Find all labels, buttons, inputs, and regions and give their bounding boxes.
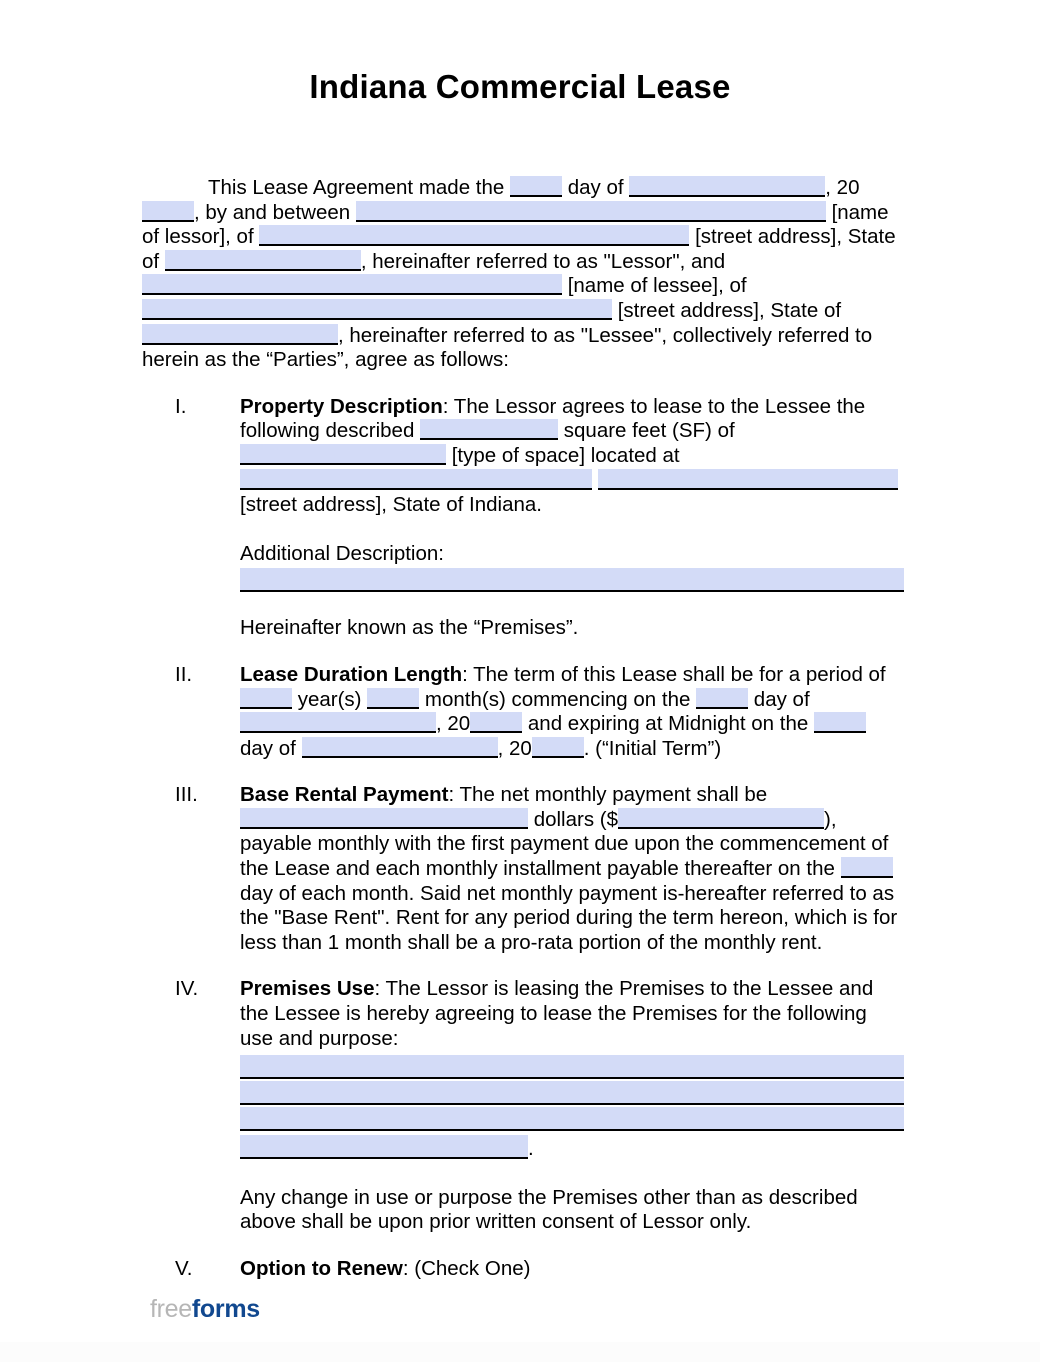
section-2-text-6: and expiring at Midnight on the [527,712,809,736]
section-option-to-renew [142,1257,904,1282]
intro-text-11: , hereinafter referred to as "Lessee", collectively referred to herein as the “Parties”, agree as follows: [142,323,873,372]
section-body-5 [240,1257,904,1282]
section-2-text-1: : The term of this Lease shall be for a period of [462,662,886,686]
section-2-text-5: , 20 [436,712,471,736]
intro-text-1: This Lease Agreement made the [208,176,505,199]
section-heading-4: Premises Use [240,977,375,1001]
section-3-text-1: : The net monthly payment shall be [448,783,768,807]
field-use-line-3[interactable] [240,1107,904,1131]
section-1-text-3: [type of space] located at [451,443,680,467]
premises-note: Hereinafter known as the “Premises”. [240,616,579,640]
section-4-text-1: : The Lessor is leasing the Premises to the Lessee and the Lessee is hereby agreeing to lease the Premises for the following use and purpose: [240,977,874,1050]
section-3-text-2: dollars ($ [533,807,619,831]
field-lessor-name[interactable] [356,201,826,222]
field-commence-day[interactable] [696,688,748,709]
section-heading-2: Lease Duration Length [240,662,463,686]
section-1-text-2: square feet (SF) of [563,419,735,443]
intro-text-7: [street address], State of [142,225,896,273]
section-2-text-2: year(s) [297,687,362,711]
field-rent-words[interactable] [240,808,528,829]
field-expire-month[interactable] [302,737,498,758]
intro-paragraph [142,176,904,373]
additional-description-label: Additional Description: [240,541,444,565]
field-lessor-address[interactable] [259,225,689,246]
section-body-1 [240,395,904,518]
section-body-4 [240,977,904,1051]
field-commence-year[interactable] [470,712,522,733]
premises-use-note: Any change in use or purpose the Premises other than as described above shall be upon prior written consent of Lessor only. [240,1185,858,1234]
field-square-feet[interactable] [420,419,558,440]
field-rent-due-day[interactable] [841,857,893,878]
logo-text-forms: forms [191,1295,260,1323]
intro-text-4: 20 [836,176,860,199]
field-year[interactable] [142,201,194,222]
field-lessee-state[interactable] [142,324,338,345]
field-lessor-state[interactable] [165,250,361,271]
intro-text-3: , [825,176,831,199]
document-body [142,176,904,1282]
premises-use-lines [240,1055,904,1162]
section-2-text-8: , 20 [497,736,532,760]
field-property-address-line2[interactable] [598,469,898,490]
field-use-line-4[interactable] [240,1135,528,1159]
section-base-rental-payment [142,783,904,955]
field-use-line-1[interactable] [240,1055,904,1079]
section-body-3 [240,783,904,955]
field-additional-description[interactable] [240,568,904,592]
field-expire-day[interactable] [814,712,866,733]
field-day[interactable] [510,176,562,197]
logo-text-free: free [150,1295,192,1323]
additional-description-block [240,542,904,593]
section-heading-1: Property Description [240,394,443,418]
field-lessee-name[interactable] [142,274,562,295]
field-month[interactable] [629,176,825,197]
field-term-months[interactable] [367,688,419,709]
field-commence-month[interactable] [240,712,436,733]
section-numeral-4: IV. [175,977,199,1001]
intro-text-2: day of [567,176,624,199]
field-expire-year[interactable] [532,737,584,758]
section-3-text-3: ), payable monthly with the first payment due upon the commencement of the Lease and each monthly installment payable thereafter on the [240,807,889,881]
field-term-years[interactable] [240,688,292,709]
page-bottom-band [0,1342,1040,1362]
section-numeral-2: II. [175,662,193,686]
field-property-address-line1[interactable] [240,469,592,490]
section-lease-duration [142,663,904,761]
field-rent-amount[interactable] [618,808,824,829]
section-heading-5: Option to Renew [240,1257,403,1280]
freeforms-logo[interactable] [150,1295,260,1324]
section-5-text-1: : (Check One) [402,1257,531,1280]
section-1-text-1: : The Lessor agrees to lease to the Lessee the following described [240,394,866,443]
intro-text-8: , hereinafter referred to as "Lessor", and [360,249,726,273]
section-property-description [142,395,904,641]
section-numeral-5: V. [175,1257,193,1280]
section-premises-use [142,977,904,1235]
field-space-type[interactable] [240,444,446,465]
intro-text-5: , by and between [194,200,351,224]
intro-text-6: [name of lessor], of [142,200,889,249]
section-2-text-3: month(s) commencing on the [424,687,691,711]
section-heading-3: Base Rental Payment [240,783,449,807]
field-lessee-address[interactable] [142,299,612,320]
section-4-period: . [528,1137,534,1161]
section-1-text-4: [street address], State of Indiana. [240,493,542,517]
section-2-text-4: day of [753,687,810,711]
section-2-text-7: day of [240,736,296,760]
section-numeral-3: III. [175,783,198,807]
field-use-line-2[interactable] [240,1081,904,1105]
page-title: Indiana Commercial Lease [309,68,731,105]
section-3-text-4: day of each month. Said net monthly payment is-hereafter referred to as the "Base Rent". Rent for any period during the term hereon, which is for less than 1 month shall be a pro-rata portion of the monthly rent. [240,881,898,954]
section-body-2 [240,663,904,761]
section-2-text-9: . (“Initial Term”) [583,736,722,760]
section-numeral-1: I. [175,394,187,418]
intro-text-9: [name of lessee], of [567,274,747,298]
intro-text-10: [street address], State of [617,298,842,322]
